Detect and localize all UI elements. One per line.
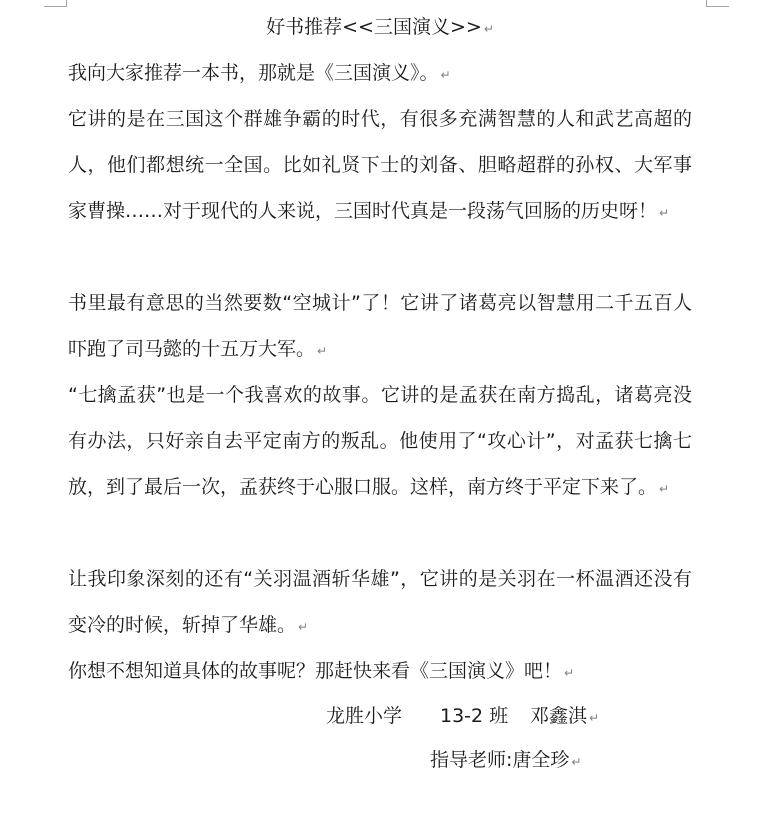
paragraph-text: 它讲的是在三国这个群雄争霸的时代，有很多充满智慧的人和武艺高超的人，他们都想统一全国。比如礼贤下士的刘备、胆略超群的孙权、大军事家曹操……对于现代的人来说，三国时代真是一段荡气回肠的历史呀！ [68,108,692,222]
paragraph-intro [68,50,692,98]
signature-name-text: 邓鑫淇 [530,705,588,727]
paragraph-mark-icon: ↵ [659,482,670,496]
paragraph-era [68,96,692,236]
paragraph-guan-yu [68,556,692,650]
paragraph-mark-icon: ↵ [317,344,328,358]
signature-teacher-text: 指导老师:唐全珍 [430,749,570,771]
paragraph-mark-icon: ↵ [564,666,575,680]
paragraph-meng-huo [68,372,692,512]
paragraph-mark-icon: ↵ [659,206,670,220]
signature-name [530,701,599,733]
paragraph-mark-icon: ↵ [589,711,600,725]
paragraph-text: 书里最有意思的当然要数“空城计”了！它讲了诸葛亮以智慧用二千五百人吓跑了司马懿的十五万大军。 [68,292,692,360]
signature-teacher [430,745,581,777]
page-corner-mark-right [706,0,729,7]
title-text: 好书推荐<<三国演义>> [266,16,482,38]
paragraph-text: 让我印象深刻的还有“关羽温酒斩华雄”，它讲的是关羽在一杯温酒还没有变冷的时候，斩掉了华雄。 [68,568,692,636]
paragraph-mark-icon: ↵ [483,22,494,36]
signature-school: 龙胜小学 [326,705,403,727]
paragraph-empty-fort [68,280,692,374]
page-corner-mark-left [44,0,67,7]
signature-class: 13-2 班 [440,705,509,727]
paragraph-closing [68,648,692,696]
paragraph-mark-icon: ↵ [440,68,451,82]
paragraph-mark-icon: ↵ [571,755,582,769]
paragraph-text: “七擒孟获”也是一个我喜欢的故事。它讲的是孟获在南方捣乱，诸葛亮没有办法，只好亲自去平定南方的叛乱。他使用了“攻心计”，对孟获七擒七放，到了最后一次，孟获终于心服口服。这样，南方终于平定下来了。 [68,384,692,498]
paragraph-text: 你想不想知道具体的故事呢？那赶快来看《三国演义》吧！ [68,660,563,682]
paragraph-mark-icon: ↵ [298,620,309,634]
document-title [68,12,692,44]
paragraph-text: 我向大家推荐一本书，那就是《三国演义》。 [68,62,439,84]
